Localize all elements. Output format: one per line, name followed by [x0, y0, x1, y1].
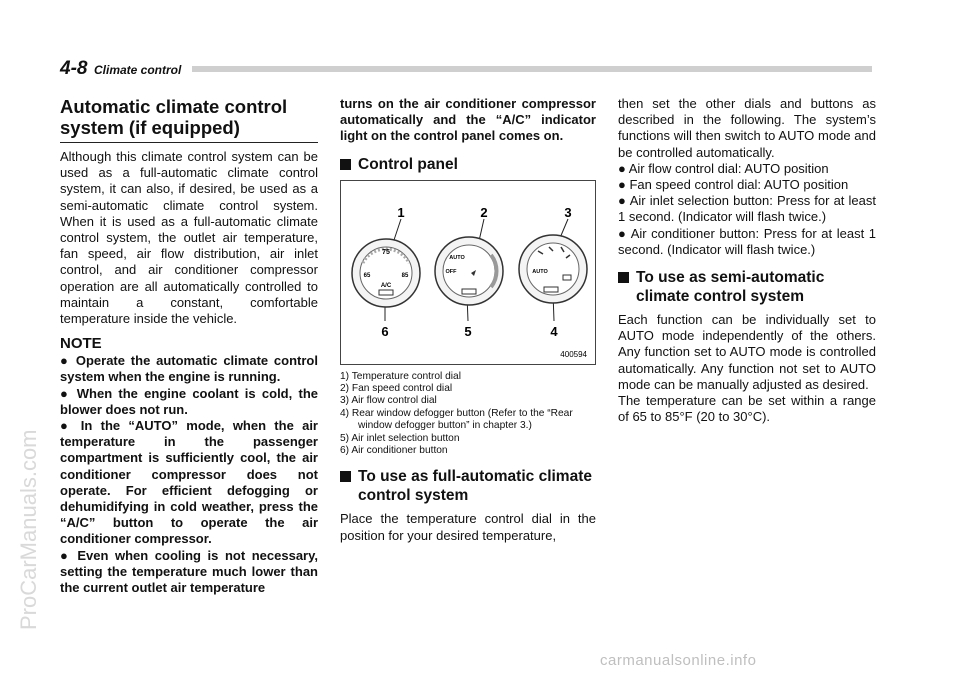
intro-paragraph: Although this climate control system can be used as a full-automatic climate control system, it can also, if desired, be used as a semi-automatic climate control system. When it is used as a full-automatic climate control system, the outlet air temperature, fan speed, air flow distribution, air inlet control, and air conditioner compressor operation are all automatically controlled to maintain a constant, comfortable temperature inside the vehicle.	[60, 149, 318, 327]
air-flow-dial-icon	[519, 235, 587, 303]
caption-item: 2) Fan speed control dial	[340, 383, 453, 395]
square-bullet-icon	[340, 471, 351, 482]
callout-number: 5	[464, 323, 472, 339]
subheading-text: Control panel	[358, 155, 458, 173]
subheading-control-panel	[340, 155, 596, 174]
note-item: ● In the “AUTO” mode, when the air temperature in the passenger compartment is sufficiently cool, the air conditioner compressor does not operate. For efficient defogging or dehumidifying in cold weather, press the “A/C” button to operate the air conditioner compressor.	[60, 418, 318, 547]
dial-label: AUTO	[449, 254, 465, 261]
square-bullet-icon	[340, 159, 351, 170]
note-item: ● When the engine coolant is cold, the blower does not run.	[60, 385, 318, 417]
temperature-range-paragraph: The temperature can be set within a range of 65 to 85°F (20 to 30°C).	[618, 393, 876, 425]
side-watermark	[14, 210, 44, 630]
continued-note: turns on the air conditioner compressor automatically and the “A/C” indicator light on the control panel comes on.	[340, 96, 596, 144]
bullet-item: ● Air conditioner button: Press for at least 1 second. (Indicator will flash twice.)	[618, 225, 876, 257]
note-item: ● Operate the automatic climate control system when the engine is running.	[60, 353, 318, 385]
dial-label: 65	[363, 272, 371, 279]
bullet-item: ● Air inlet selection button: Press for at least 1 second. (Indicator will flash twice.)	[618, 193, 876, 225]
dial-label: A/C	[380, 282, 392, 289]
callout-number: 1	[397, 204, 405, 220]
note-title: NOTE	[60, 335, 102, 353]
header-rule	[192, 66, 872, 72]
section-heading: Automatic climate control system (if equipped)	[60, 96, 318, 143]
dial-label: 75	[382, 248, 390, 256]
instructions-paragraph: then set the other dials and buttons as described in the following. The system’s functions will then switch to AUTO mode and be controlled automatically.	[618, 96, 876, 160]
caption-item: 4) Rear window defogger button (Refer to the “Rear window defogger button” in chapter 3.)	[340, 407, 573, 432]
page-header	[60, 58, 872, 80]
section-title: Climate control	[94, 63, 182, 77]
column-2	[340, 96, 596, 544]
bullet-item: ● Fan speed control dial: AUTO position	[618, 177, 849, 193]
callout-number: 3	[564, 204, 572, 220]
caption-item: 1) Temperature control dial	[340, 370, 461, 382]
subheading-text: To use as semi-automatic climate control system	[636, 269, 825, 306]
caption-item: 5) Air inlet selection button	[340, 432, 460, 444]
caption-item: 3) Air flow control dial	[340, 395, 437, 407]
column-3	[618, 96, 876, 425]
subheading-full-auto	[340, 467, 596, 505]
subheading-text: To use as full-automatic climate control system	[358, 468, 592, 505]
note-item: ● Even when cooling is not necessary, setting the temperature much lower than the current outlet air temperature	[60, 547, 318, 596]
side-watermark-text: ProCarManuals.com	[16, 429, 41, 630]
dial-label: 85	[401, 272, 409, 279]
callout-number: 2	[480, 204, 488, 220]
page-number: 4-8	[60, 58, 88, 79]
dial-label: AUTO	[532, 268, 548, 275]
column-1	[60, 96, 318, 596]
callout-number: 4	[550, 323, 558, 339]
full-auto-paragraph: Place the temperature control dial in the position for your desired temperature,	[340, 511, 596, 543]
bullet-item: ● Air flow control dial: AUTO position	[618, 160, 829, 176]
caption-item: 6) Air conditioner button	[340, 445, 448, 457]
caption-list	[340, 371, 596, 458]
control-panel-figure	[340, 180, 596, 365]
control-panel-illustration	[341, 181, 595, 364]
figure-id: 400594	[560, 349, 587, 359]
dial-label: OFF	[445, 268, 457, 275]
subheading-semi-auto	[618, 268, 876, 306]
square-bullet-icon	[618, 272, 629, 283]
bottom-watermark: carmanualsonline.info	[600, 652, 757, 669]
callout-number: 6	[381, 323, 389, 339]
semi-auto-paragraph: Each function can be individually set to AUTO mode independently of the others. Any function set to AUTO mode is controlled automatically. Any function not set to AUTO mode can be manually adjusted as desired.	[618, 312, 876, 392]
